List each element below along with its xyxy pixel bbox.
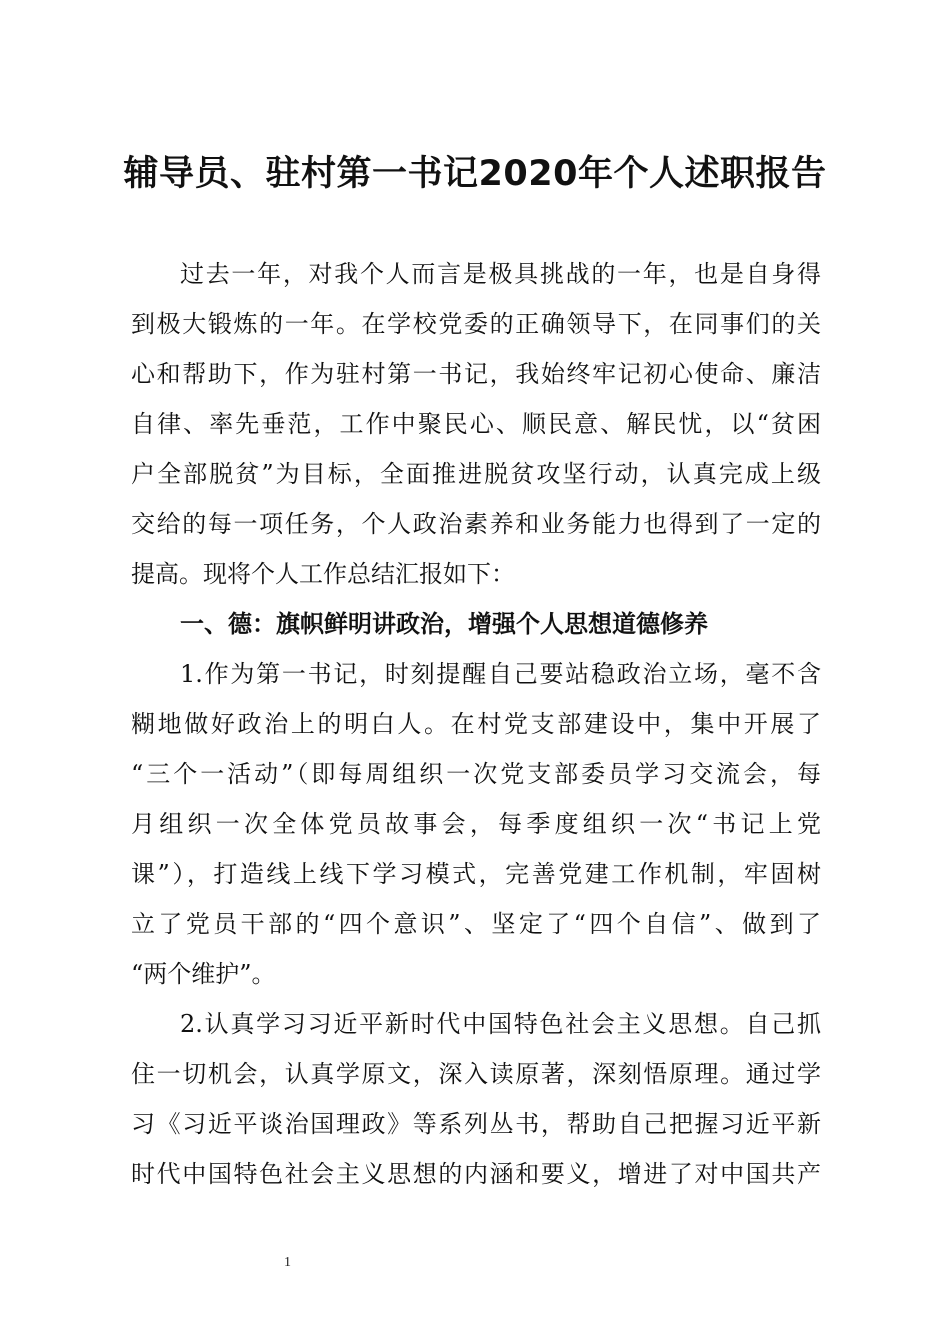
paragraph-line: 习《习近平谈治国理政》等系列丛书，帮助自己把握习近平新: [131, 1110, 821, 1138]
paragraph-line: 过去一年，对我个人而言是极具挑战的一年，也是自身得: [180, 260, 821, 288]
paragraph-line: “三个一活动”（即每周组织一次党支部委员学习交流会，每: [131, 760, 821, 788]
paragraph-line: 时代中国特色社会主义思想的内涵和要义，增进了对中国共产: [131, 1160, 821, 1188]
paragraph-line: 2.认真学习习近平新时代中国特色社会主义思想。自己抓: [180, 1010, 821, 1038]
section-heading: 一、德：旗帜鲜明讲政治，增强个人思想道德修养: [180, 610, 708, 638]
paragraph-line: 住一切机会，认真学原文，深入读原著，深刻悟原理。通过学: [131, 1060, 821, 1088]
paragraph-line: 糊地做好政治上的明白人。在村党支部建设中，集中开展了: [131, 710, 821, 738]
document-title: 辅导员、驻村第一书记2020年个人述职报告: [123, 154, 827, 194]
paragraph-line: 提高。现将个人工作总结汇报如下：: [131, 560, 515, 588]
paragraph-line: 户全部脱贫”为目标，全面推进脱贫攻坚行动，认真完成上级: [131, 460, 821, 488]
paragraph-line: 到极大锻炼的一年。在学校党委的正确领导下，在同事们的关: [131, 310, 821, 338]
paragraph-line: 1.作为第一书记，时刻提醒自己要站稳政治立场，毫不含: [180, 660, 821, 688]
paragraph-line: 心和帮助下，作为驻村第一书记，我始终牢记初心使命、廉洁: [131, 360, 821, 388]
paragraph-line: “两个维护”。: [131, 960, 276, 988]
page-number: 1: [284, 1255, 291, 1270]
paragraph-line: 自律、率先垂范，工作中聚民心、顺民意、解民忧，以“贫困: [131, 410, 821, 438]
paragraph-line: 月组织一次全体党员故事会，每季度组织一次“书记上党: [131, 810, 821, 838]
paragraph-line: 课”），打造线上线下学习模式，完善党建工作机制，牢固树: [131, 860, 821, 888]
paragraph-line: 交给的每一项任务，个人政治素养和业务能力也得到了一定的: [131, 510, 821, 538]
paragraph-line: 立了党员干部的“四个意识”、坚定了“四个自信”、做到了: [131, 910, 821, 938]
